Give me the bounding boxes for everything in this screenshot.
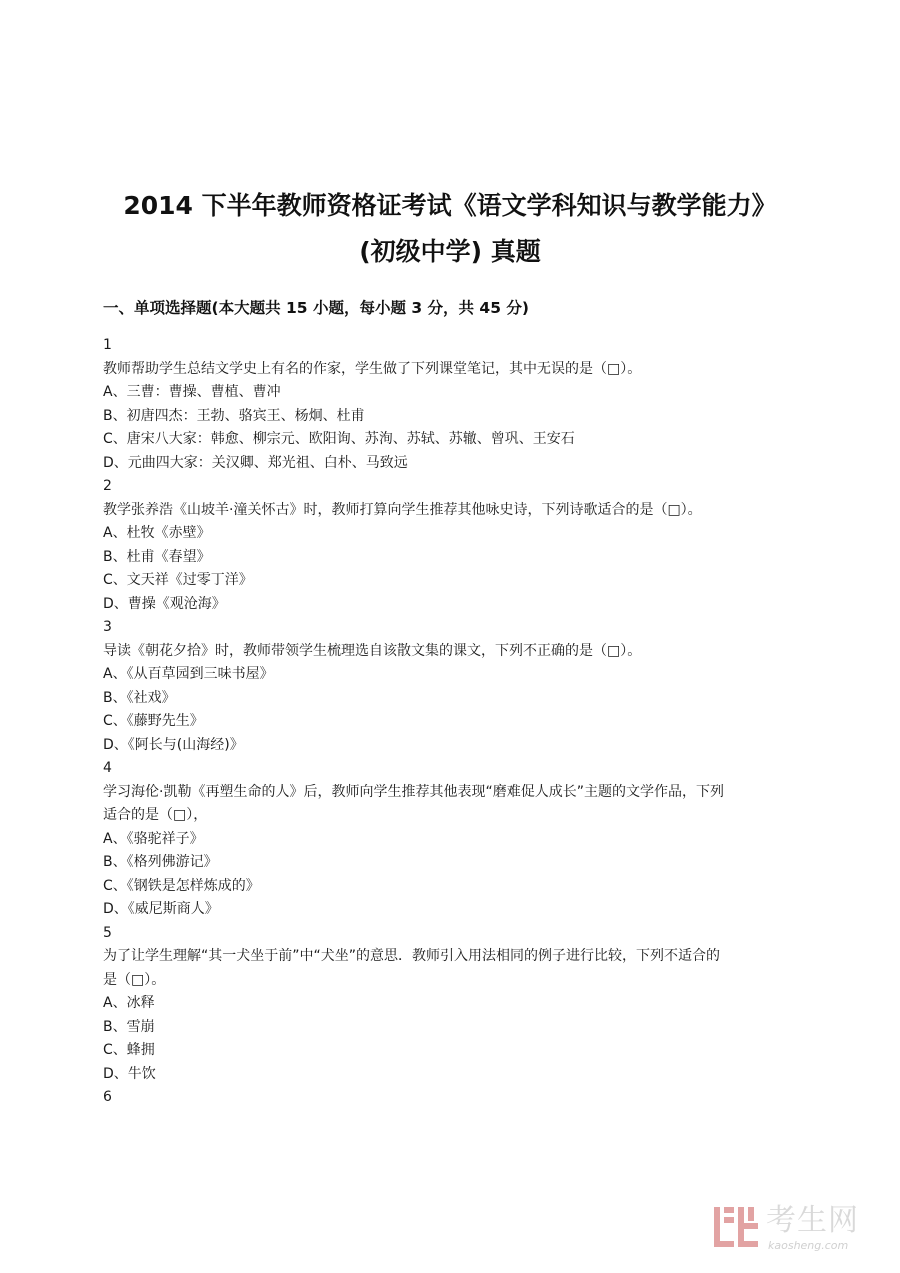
kaosheng-logo-icon bbox=[712, 1203, 760, 1251]
document-title-line2: (初级中学) 真题 bbox=[359, 237, 541, 266]
question-number: 2 bbox=[103, 478, 112, 494]
option-c: C、《藤野先生》 bbox=[103, 713, 204, 729]
question-stem: 教师帮助学生总结文学史上有名的作家，学生做了下列课堂笔记，其中无误的是（□）。 bbox=[103, 360, 642, 377]
question-stem: 教学张养浩《山坡羊·潼关怀古》时，教师打算向学生推荐其他咏史诗，下列诗歌适合的是（□）。 bbox=[103, 501, 702, 518]
option-d: D、《威尼斯商人》 bbox=[103, 901, 219, 917]
question-2 bbox=[103, 475, 803, 616]
question-number: 4 bbox=[103, 760, 112, 776]
option-a: A、《骆驼祥子》 bbox=[103, 830, 204, 847]
document-title-line1: 2014 下半年教师资格证考试《语文学科知识与教学能力》 bbox=[123, 191, 777, 220]
option-b: B、初唐四杰：王勃、骆宾王、杨炯、杜甫 bbox=[103, 407, 365, 424]
option-a: A、冰释 bbox=[103, 995, 155, 1011]
option-a: A、杜牧《赤壁》 bbox=[103, 525, 211, 541]
option-c: C、唐宋八大家：韩愈、柳宗元、欧阳询、苏洵、苏轼、苏辙、曾巩、王安石 bbox=[103, 431, 575, 447]
question-4 bbox=[103, 757, 803, 922]
question-stem-line1: 学习海伦·凯勒《再塑生命的人》后，教师向学生推荐其他表现“磨难促人成长”主题的文学作品，下列 bbox=[103, 783, 724, 800]
option-b: B、《格列佛游记》 bbox=[103, 854, 218, 870]
watermark-domain: kaosheng.com bbox=[768, 1239, 849, 1252]
option-d: D、牛饮 bbox=[103, 1065, 156, 1082]
question-5 bbox=[103, 922, 803, 1087]
question-6 bbox=[103, 1086, 803, 1110]
option-c: C、《钢铁是怎样炼成的》 bbox=[103, 877, 260, 894]
question-1 bbox=[103, 334, 803, 475]
option-b: B、杜甫《春望》 bbox=[103, 548, 211, 565]
question-number: 1 bbox=[103, 337, 112, 353]
question-3 bbox=[103, 616, 803, 757]
option-b: B、雪崩 bbox=[103, 1018, 155, 1035]
question-number: 3 bbox=[103, 619, 112, 635]
question-number: 6 bbox=[103, 1089, 112, 1105]
watermark bbox=[712, 1203, 882, 1259]
option-a: A、《从百草园到三味书屋》 bbox=[103, 666, 274, 682]
question-number: 5 bbox=[103, 924, 112, 941]
question-list bbox=[103, 334, 803, 1110]
option-d: D、《阿长与(山海经)》 bbox=[103, 736, 244, 753]
option-c: C、蜂拥 bbox=[103, 1042, 155, 1058]
question-stem-line2: 适合的是（□）， bbox=[103, 807, 208, 823]
option-d: D、曹操《观沧海》 bbox=[103, 595, 226, 612]
watermark-name: 考生网 bbox=[766, 1203, 859, 1238]
option-a: A、三曹：曹操、曹植、曹冲 bbox=[103, 384, 281, 400]
question-stem: 导读《朝花夕拾》时，教师带领学生梳理选自该散文集的课文，下列不正确的是（□）。 bbox=[103, 642, 642, 659]
option-c: C、文天祥《过零丁洋》 bbox=[103, 572, 253, 588]
section-heading: 一、单项选择题(本大题共 15 小题，每小题 3 分，共 45 分) bbox=[103, 299, 529, 317]
question-stem-line1: 为了让学生理解“其一犬坐于前”中“犬坐”的意思．教师引入用法相同的例子进行比较，下列不适合的 bbox=[103, 948, 721, 964]
option-b: B、《社戏》 bbox=[103, 689, 176, 706]
option-d: D、元曲四大家：关汉卿、郑光祖、白朴、马致远 bbox=[103, 454, 408, 471]
question-stem-line2: 是（□）。 bbox=[103, 971, 166, 988]
